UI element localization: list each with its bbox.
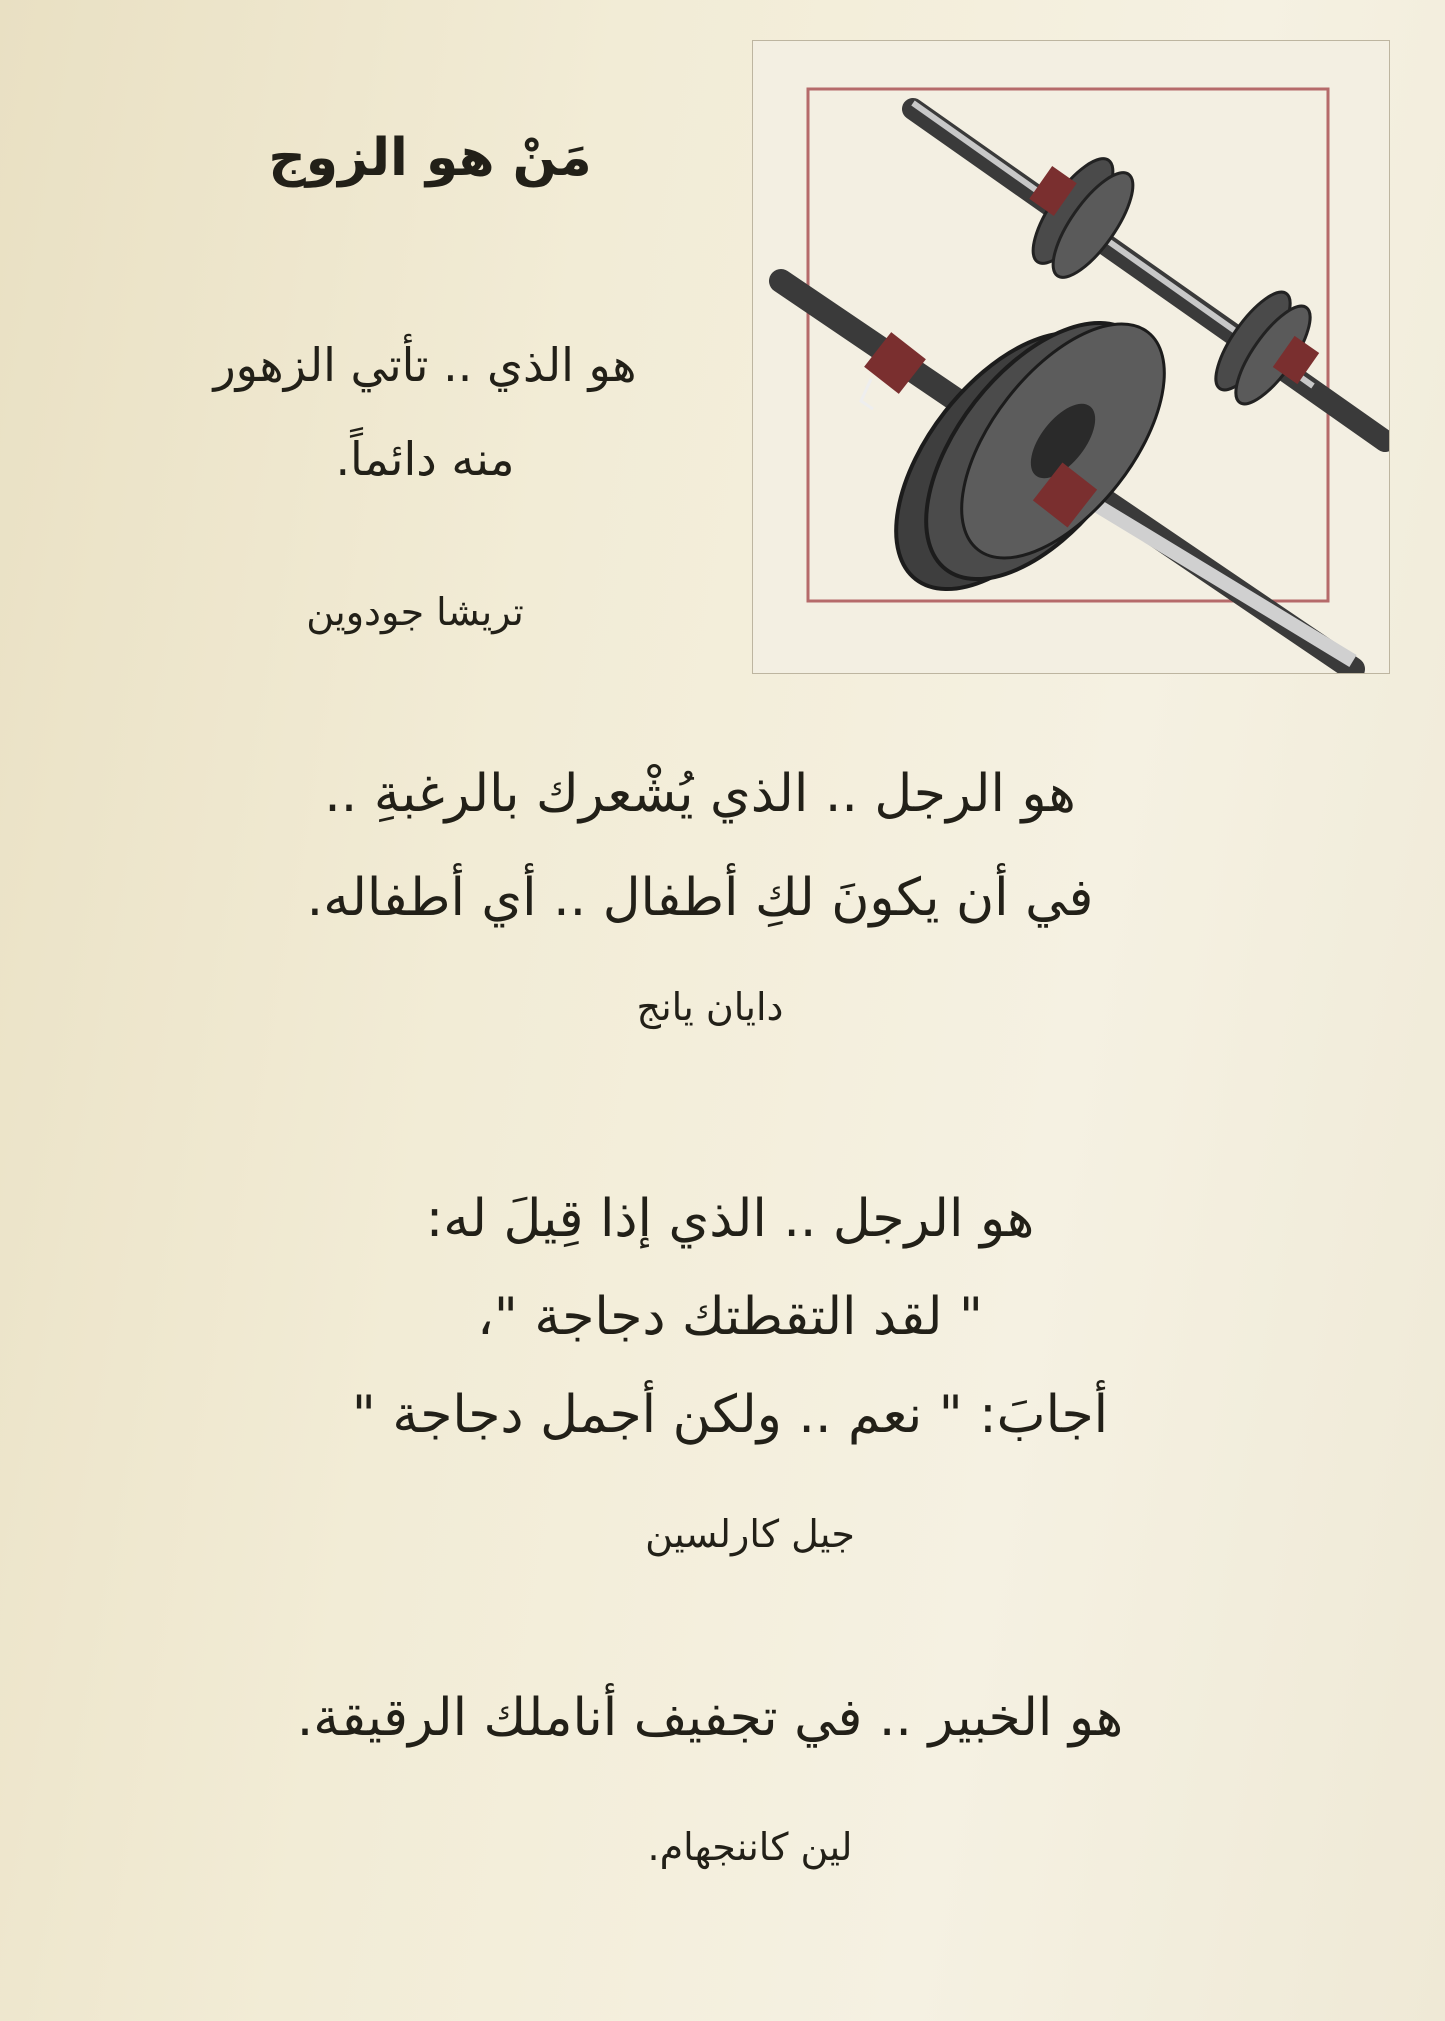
quote-4	[260, 1688, 1160, 1748]
quote-author: تريشا جودوين	[306, 590, 524, 634]
barbell-weights-icon	[753, 41, 1389, 673]
quote-author: لين كاننجهام.	[647, 1825, 853, 1869]
quote-line: " لقد التقطتك دجاجة "،	[477, 1287, 983, 1347]
quote-author: جيل كارلسين	[645, 1512, 855, 1556]
quote-1	[110, 318, 740, 506]
quote-line: هو الرجل .. الذي إذا قِيلَ له:	[425, 1189, 1035, 1249]
quote-line: هو الخبير .. في تجفيف أناملك الرقيقة.	[296, 1688, 1124, 1748]
page-title: مَنْ هو الزوج	[268, 128, 592, 188]
quote-author: دايان يانج	[636, 985, 784, 1029]
quote-3	[300, 1170, 1160, 1464]
quote-line: في أن يكونَ لكِ أطفال .. أي أطفاله.	[306, 868, 1094, 928]
quote-2	[250, 742, 1150, 950]
quote-line: هو الذي .. تأتي الزهور	[213, 338, 637, 392]
quote-line: منه دائماً.	[335, 432, 515, 486]
quote-line: هو الرجل .. الذي يُشْعرك بالرغبةِ ..	[324, 764, 1076, 824]
quote-line: أجابَ: " نعم .. ولكن أجمل دجاجة "	[351, 1385, 1109, 1445]
barbell-illustration	[752, 40, 1390, 674]
